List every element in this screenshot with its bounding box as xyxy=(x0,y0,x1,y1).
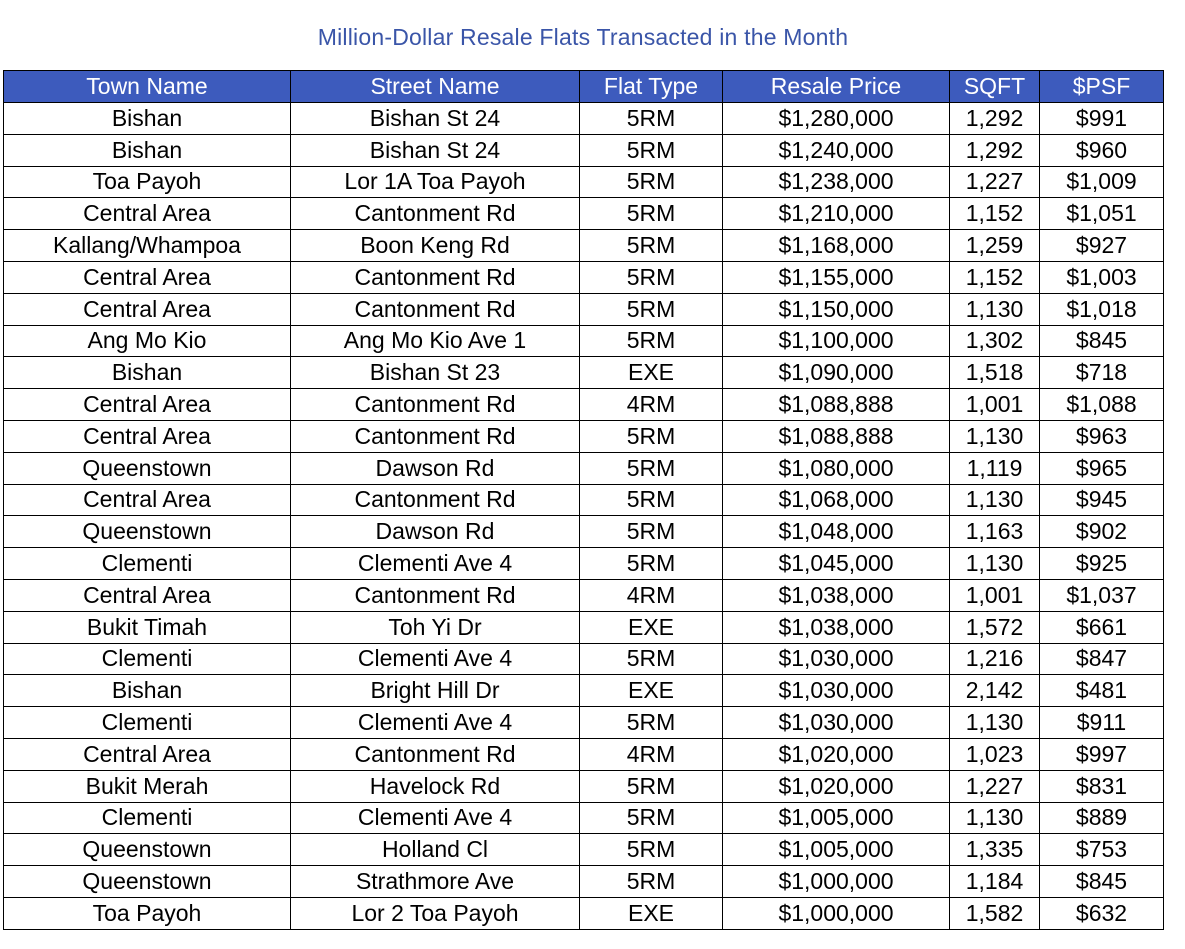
cell-street-name: Clementi Ave 4 xyxy=(291,643,580,675)
cell-flat-type: 5RM xyxy=(580,230,723,262)
cell-sqft: 1,023 xyxy=(950,738,1040,770)
cell-street-name: Dawson Rd xyxy=(291,452,580,484)
cell-psf: $753 xyxy=(1040,834,1164,866)
table-row xyxy=(4,166,1164,198)
cell-flat-type: 5RM xyxy=(580,103,723,135)
cell-resale-price: $1,088,888 xyxy=(723,389,950,421)
cell-town-name: Bukit Timah xyxy=(4,611,291,643)
cell-psf: $991 xyxy=(1040,103,1164,135)
cell-psf: $927 xyxy=(1040,230,1164,262)
table-row xyxy=(4,675,1164,707)
cell-sqft: 1,163 xyxy=(950,516,1040,548)
cell-town-name: Central Area xyxy=(4,484,291,516)
cell-sqft: 1,130 xyxy=(950,707,1040,739)
cell-street-name: Boon Keng Rd xyxy=(291,230,580,262)
cell-sqft: 1,335 xyxy=(950,834,1040,866)
cell-psf: $965 xyxy=(1040,452,1164,484)
cell-resale-price: $1,068,000 xyxy=(723,484,950,516)
cell-town-name: Queenstown xyxy=(4,834,291,866)
table-row xyxy=(4,802,1164,834)
cell-resale-price: $1,240,000 xyxy=(723,134,950,166)
cell-psf: $997 xyxy=(1040,738,1164,770)
cell-resale-price: $1,080,000 xyxy=(723,452,950,484)
cell-sqft: 1,001 xyxy=(950,389,1040,421)
cell-resale-price: $1,090,000 xyxy=(723,357,950,389)
cell-street-name: Clementi Ave 4 xyxy=(291,707,580,739)
cell-flat-type: 5RM xyxy=(580,802,723,834)
cell-street-name: Holland Cl xyxy=(291,834,580,866)
table-row xyxy=(4,516,1164,548)
cell-flat-type: 5RM xyxy=(580,325,723,357)
cell-flat-type: 5RM xyxy=(580,134,723,166)
cell-resale-price: $1,000,000 xyxy=(723,866,950,898)
cell-street-name: Clementi Ave 4 xyxy=(291,548,580,580)
cell-street-name: Bishan St 24 xyxy=(291,134,580,166)
cell-sqft: 1,292 xyxy=(950,103,1040,135)
cell-flat-type: 4RM xyxy=(580,738,723,770)
table-row xyxy=(4,198,1164,230)
cell-resale-price: $1,048,000 xyxy=(723,516,950,548)
cell-resale-price: $1,150,000 xyxy=(723,293,950,325)
cell-flat-type: 5RM xyxy=(580,548,723,580)
table-row xyxy=(4,738,1164,770)
cell-resale-price: $1,030,000 xyxy=(723,643,950,675)
cell-resale-price: $1,210,000 xyxy=(723,198,950,230)
cell-psf: $481 xyxy=(1040,675,1164,707)
cell-flat-type: 5RM xyxy=(580,770,723,802)
cell-town-name: Clementi xyxy=(4,548,291,580)
cell-resale-price: $1,020,000 xyxy=(723,738,950,770)
cell-psf: $1,009 xyxy=(1040,166,1164,198)
cell-flat-type: 5RM xyxy=(580,516,723,548)
cell-town-name: Central Area xyxy=(4,261,291,293)
table-row xyxy=(4,707,1164,739)
cell-sqft: 1,259 xyxy=(950,230,1040,262)
cell-psf: $661 xyxy=(1040,611,1164,643)
cell-resale-price: $1,155,000 xyxy=(723,261,950,293)
cell-resale-price: $1,038,000 xyxy=(723,611,950,643)
cell-street-name: Lor 1A Toa Payoh xyxy=(291,166,580,198)
cell-resale-price: $1,045,000 xyxy=(723,548,950,580)
cell-street-name: Bishan St 23 xyxy=(291,357,580,389)
column-header-town-name: Town Name xyxy=(4,71,291,103)
cell-flat-type: 5RM xyxy=(580,834,723,866)
cell-town-name: Bishan xyxy=(4,134,291,166)
cell-resale-price: $1,168,000 xyxy=(723,230,950,262)
cell-street-name: Dawson Rd xyxy=(291,516,580,548)
table-header xyxy=(4,71,1164,103)
cell-flat-type: EXE xyxy=(580,675,723,707)
cell-street-name: Bright Hill Dr xyxy=(291,675,580,707)
cell-town-name: Toa Payoh xyxy=(4,897,291,929)
cell-town-name: Clementi xyxy=(4,707,291,739)
cell-sqft: 2,142 xyxy=(950,675,1040,707)
cell-psf: $1,037 xyxy=(1040,579,1164,611)
cell-sqft: 1,130 xyxy=(950,484,1040,516)
cell-psf: $911 xyxy=(1040,707,1164,739)
cell-resale-price: $1,020,000 xyxy=(723,770,950,802)
cell-flat-type: 5RM xyxy=(580,420,723,452)
cell-sqft: 1,130 xyxy=(950,548,1040,580)
cell-psf: $1,018 xyxy=(1040,293,1164,325)
cell-street-name: Cantonment Rd xyxy=(291,579,580,611)
cell-town-name: Toa Payoh xyxy=(4,166,291,198)
cell-flat-type: 5RM xyxy=(580,484,723,516)
cell-sqft: 1,152 xyxy=(950,261,1040,293)
cell-resale-price: $1,030,000 xyxy=(723,675,950,707)
column-header-sqft: SQFT xyxy=(950,71,1040,103)
cell-town-name: Kallang/Whampoa xyxy=(4,230,291,262)
cell-sqft: 1,216 xyxy=(950,643,1040,675)
table-row xyxy=(4,611,1164,643)
cell-street-name: Cantonment Rd xyxy=(291,738,580,770)
cell-psf: $845 xyxy=(1040,866,1164,898)
cell-town-name: Clementi xyxy=(4,802,291,834)
cell-psf: $1,003 xyxy=(1040,261,1164,293)
cell-psf: $632 xyxy=(1040,897,1164,929)
cell-sqft: 1,152 xyxy=(950,198,1040,230)
column-header-resale-price: Resale Price xyxy=(723,71,950,103)
cell-psf: $831 xyxy=(1040,770,1164,802)
cell-flat-type: 4RM xyxy=(580,389,723,421)
cell-street-name: Cantonment Rd xyxy=(291,198,580,230)
cell-resale-price: $1,000,000 xyxy=(723,897,950,929)
cell-sqft: 1,130 xyxy=(950,802,1040,834)
cell-town-name: Bishan xyxy=(4,357,291,389)
cell-psf: $718 xyxy=(1040,357,1164,389)
cell-sqft: 1,227 xyxy=(950,770,1040,802)
cell-resale-price: $1,100,000 xyxy=(723,325,950,357)
cell-flat-type: 5RM xyxy=(580,866,723,898)
cell-street-name: Strathmore Ave xyxy=(291,866,580,898)
column-header-street-name: Street Name xyxy=(291,71,580,103)
cell-flat-type: 4RM xyxy=(580,579,723,611)
cell-street-name: Cantonment Rd xyxy=(291,389,580,421)
cell-town-name: Clementi xyxy=(4,643,291,675)
cell-psf: $847 xyxy=(1040,643,1164,675)
cell-street-name: Bishan St 24 xyxy=(291,103,580,135)
cell-street-name: Cantonment Rd xyxy=(291,293,580,325)
cell-town-name: Queenstown xyxy=(4,516,291,548)
table-row xyxy=(4,579,1164,611)
cell-resale-price: $1,238,000 xyxy=(723,166,950,198)
cell-flat-type: 5RM xyxy=(580,166,723,198)
cell-sqft: 1,001 xyxy=(950,579,1040,611)
cell-flat-type: EXE xyxy=(580,897,723,929)
cell-psf: $1,051 xyxy=(1040,198,1164,230)
cell-sqft: 1,227 xyxy=(950,166,1040,198)
cell-town-name: Central Area xyxy=(4,420,291,452)
cell-town-name: Central Area xyxy=(4,389,291,421)
cell-town-name: Central Area xyxy=(4,293,291,325)
cell-psf: $960 xyxy=(1040,134,1164,166)
cell-flat-type: 5RM xyxy=(580,643,723,675)
table-row xyxy=(4,834,1164,866)
cell-town-name: Bishan xyxy=(4,103,291,135)
cell-flat-type: 5RM xyxy=(580,452,723,484)
cell-street-name: Lor 2 Toa Payoh xyxy=(291,897,580,929)
cell-sqft: 1,582 xyxy=(950,897,1040,929)
cell-psf: $945 xyxy=(1040,484,1164,516)
table-row xyxy=(4,770,1164,802)
cell-resale-price: $1,005,000 xyxy=(723,802,950,834)
table-row xyxy=(4,325,1164,357)
cell-street-name: Ang Mo Kio Ave 1 xyxy=(291,325,580,357)
table-row xyxy=(4,293,1164,325)
cell-flat-type: 5RM xyxy=(580,293,723,325)
cell-resale-price: $1,280,000 xyxy=(723,103,950,135)
cell-town-name: Ang Mo Kio xyxy=(4,325,291,357)
table-row xyxy=(4,357,1164,389)
table-row xyxy=(4,420,1164,452)
cell-flat-type: 5RM xyxy=(580,707,723,739)
cell-sqft: 1,292 xyxy=(950,134,1040,166)
cell-flat-type: 5RM xyxy=(580,198,723,230)
cell-street-name: Clementi Ave 4 xyxy=(291,802,580,834)
table-title: Million-Dollar Resale Flats Transacted in the Month xyxy=(317,24,849,50)
cell-sqft: 1,302 xyxy=(950,325,1040,357)
cell-flat-type: EXE xyxy=(580,357,723,389)
cell-resale-price: $1,030,000 xyxy=(723,707,950,739)
resale-table xyxy=(3,70,1164,930)
table-row xyxy=(4,389,1164,421)
table-row xyxy=(4,484,1164,516)
cell-resale-price: $1,088,888 xyxy=(723,420,950,452)
table-row xyxy=(4,548,1164,580)
table-row xyxy=(4,230,1164,262)
cell-town-name: Central Area xyxy=(4,579,291,611)
cell-sqft: 1,572 xyxy=(950,611,1040,643)
cell-street-name: Toh Yi Dr xyxy=(291,611,580,643)
cell-town-name: Bishan xyxy=(4,675,291,707)
cell-street-name: Cantonment Rd xyxy=(291,420,580,452)
cell-resale-price: $1,005,000 xyxy=(723,834,950,866)
cell-sqft: 1,119 xyxy=(950,452,1040,484)
table-row xyxy=(4,643,1164,675)
table-row xyxy=(4,897,1164,929)
column-header-psf: $PSF xyxy=(1040,71,1164,103)
cell-psf: $889 xyxy=(1040,802,1164,834)
cell-flat-type: EXE xyxy=(580,611,723,643)
header-row xyxy=(4,71,1164,103)
cell-street-name: Cantonment Rd xyxy=(291,484,580,516)
cell-town-name: Queenstown xyxy=(4,452,291,484)
table-body xyxy=(4,103,1164,930)
table-row xyxy=(4,134,1164,166)
cell-town-name: Bukit Merah xyxy=(4,770,291,802)
cell-psf: $845 xyxy=(1040,325,1164,357)
table-row xyxy=(4,866,1164,898)
cell-sqft: 1,130 xyxy=(950,420,1040,452)
cell-street-name: Cantonment Rd xyxy=(291,261,580,293)
cell-town-name: Queenstown xyxy=(4,866,291,898)
table-row xyxy=(4,103,1164,135)
cell-sqft: 1,184 xyxy=(950,866,1040,898)
cell-flat-type: 5RM xyxy=(580,261,723,293)
cell-psf: $963 xyxy=(1040,420,1164,452)
table-row xyxy=(4,261,1164,293)
table-row xyxy=(4,452,1164,484)
column-header-flat-type: Flat Type xyxy=(580,71,723,103)
cell-town-name: Central Area xyxy=(4,198,291,230)
cell-street-name: Havelock Rd xyxy=(291,770,580,802)
cell-psf: $902 xyxy=(1040,516,1164,548)
cell-psf: $925 xyxy=(1040,548,1164,580)
cell-sqft: 1,130 xyxy=(950,293,1040,325)
cell-psf: $1,088 xyxy=(1040,389,1164,421)
cell-sqft: 1,518 xyxy=(950,357,1040,389)
cell-town-name: Central Area xyxy=(4,738,291,770)
cell-resale-price: $1,038,000 xyxy=(723,579,950,611)
